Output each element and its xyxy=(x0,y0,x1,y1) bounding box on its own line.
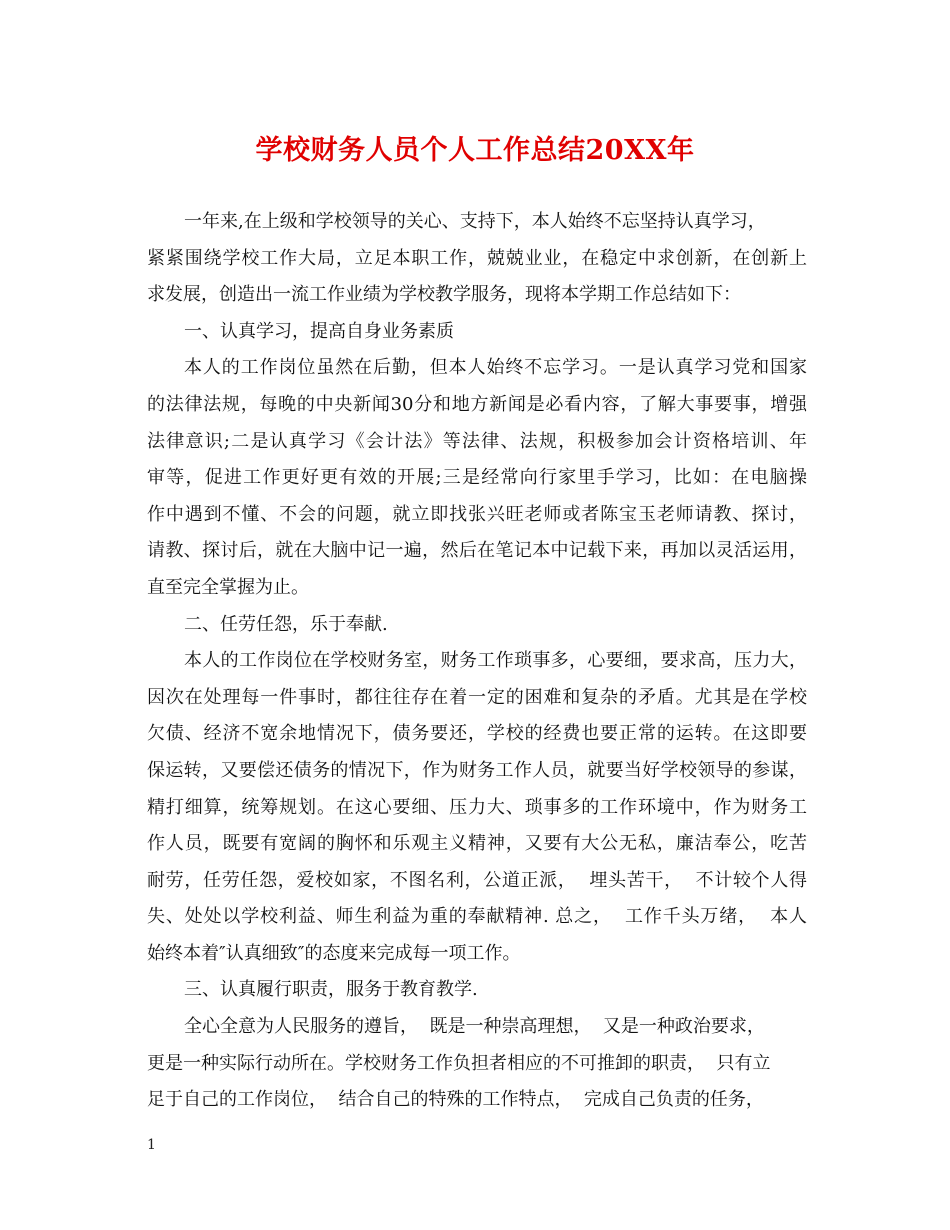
paragraph-line: 审等，促进工作更好更有效的开展;三是经常向行家里手学习，比如：在电脑操 xyxy=(147,467,807,489)
paragraph-line: 的法律法规，每晚的中央新闻30分和地方新闻是必看内容，了解大事要事，增强 xyxy=(147,393,807,415)
paragraph-line: 求发展，创造出一流工作业绩为学校教学服务，现将本学期工作总结如下： xyxy=(147,284,741,306)
paragraph-line: 保运转，又要偿还债务的情况下，作为财务工作人员，就要当好学校领导的参谋， xyxy=(147,759,807,781)
paragraph-line: 紧紧围绕学校工作大局，立足本职工作，兢兢业业，在稳定中求创新，在创新上 xyxy=(147,247,807,269)
section-heading: 三、认真履行职责，服务于教育教学. xyxy=(184,979,478,1001)
paragraph-line: 足于自己的工作岗位， 结合自己的特殊的工作特点， 完成自己负责的任务， xyxy=(147,1089,764,1111)
paragraph-line: 请教、探讨后，就在大脑中记一遍，然后在笔记本中记载下来，再加以灵活运用， xyxy=(147,540,807,562)
paragraph-line: 始终本着″认真细致″的态度来完成每一项工作。 xyxy=(147,942,521,964)
paragraph-line: 作中遇到不懂、不会的问题，就立即找张兴旺老师或者陈宝玉老师请教、探讨， xyxy=(147,503,807,525)
section-heading: 二、任劳任怨，乐于奉献. xyxy=(184,613,388,635)
page-number: 1 xyxy=(147,1137,156,1153)
paragraph-line: 因次在处理每一件事时，都往往存在着一定的困难和复杂的矛盾。尤其是在学校 xyxy=(147,686,807,708)
paragraph-line: 欠债、经济不宽余地情况下，债务要还，学校的经费也要正常的运转。在这即要 xyxy=(147,723,807,745)
section-heading: 一、认真学习，提高自身业务素质 xyxy=(184,320,454,342)
paragraph-line: 一年来,在上级和学校领导的关心、支持下，本人始终不忘坚持认真学习， xyxy=(184,211,766,232)
paragraph-line: 全心全意为人民服务的遵旨， 既是一种崇高理想， 又是一种政治要求， xyxy=(184,1016,765,1038)
paragraph-line: 失、处处以学校利益、师生利益为重的奉献精神. 总之， 工作千头万绪， 本人 xyxy=(147,906,807,928)
paragraph-line: 作人员，既要有宽阔的胸怀和乐观主义精神，又要有大公无私，廉洁奉公，吃苦 xyxy=(147,833,807,855)
paragraph-line: 本人的工作岗位虽然在后勤，但本人始终不忘学习。一是认真学习党和国家 xyxy=(184,357,807,379)
paragraph-line: 本人的工作岗位在学校财务室，财务工作琐事多，心要细，要求高，压力大， xyxy=(184,650,807,672)
paragraph-line: 法律意识;二是认真学习《会计法》等法律、法规，积极参加会计资格培训、年 xyxy=(147,430,807,452)
document-title: 学校财务人员个人工作总结20XX年 xyxy=(255,135,695,166)
paragraph-line: 直至完全掌握为止。 xyxy=(147,576,309,598)
paragraph-line: 耐劳，任劳任怨，爱校如家，不图名利，公道正派， 埋头苦干， 不计较个人得 xyxy=(147,869,807,891)
paragraph-line: 精打细算，统筹规划。在这心要细、压力大、琐事多的工作环境中，作为财务工 xyxy=(147,796,807,818)
document-body xyxy=(147,204,807,1119)
paragraph-line: 更是一种实际行动所在。学校财务工作负担者相应的不可推卸的职责， 只有立 xyxy=(147,1052,771,1074)
